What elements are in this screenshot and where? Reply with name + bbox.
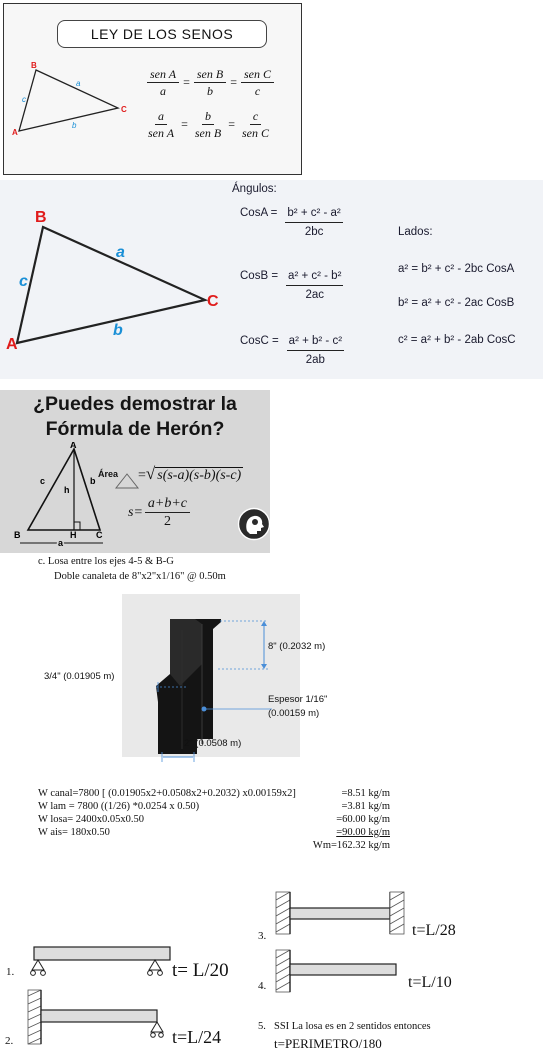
cosC-num: a² + b² - c² <box>287 333 344 351</box>
cosA-num: b² + c² - a² <box>285 205 342 223</box>
svg-text:A <box>70 442 77 450</box>
side-eq-a: a² = b² + c² - 2bc CosA <box>398 263 515 275</box>
svg-text:C <box>207 293 219 310</box>
s2-side-a: a <box>116 244 125 261</box>
eq-sign: = <box>228 117 235 131</box>
load-calculation <box>38 787 390 852</box>
beam-fixed-fixed-diagram <box>272 890 412 938</box>
svg-text:C <box>96 530 103 540</box>
beam-cantilever-diagram <box>272 948 402 996</box>
heron-vertex-c: C <box>96 530 103 540</box>
beam-5-number: 5. <box>258 1021 266 1032</box>
s1-vertex-c: C <box>121 105 127 114</box>
cosines-triangle <box>0 202 230 352</box>
s2-side-c: c <box>19 273 28 290</box>
brain-logo-icon <box>237 507 271 541</box>
cosB-num: a² + c² - b² <box>286 268 343 286</box>
eq-sign: = <box>183 75 190 89</box>
cosB-formula <box>240 268 343 304</box>
svg-text:a <box>76 79 81 88</box>
sines-formula-1 <box>147 66 274 99</box>
slab-canaleta-spec: Doble canaleta de 8"x2"x1/16" @ 0.50m <box>54 571 226 582</box>
load-left: W ais= 180x0.50 <box>38 827 110 838</box>
load-row-canal <box>38 787 390 800</box>
heron-triangle <box>8 442 118 550</box>
f1-d3: c <box>254 84 261 98</box>
svg-text:b <box>113 322 123 339</box>
f2-n3: c <box>250 108 261 125</box>
load-row-lam <box>38 800 390 813</box>
heron-area-formula: =√ s(s-a)(s-b)(s-c) <box>138 464 242 483</box>
svg-text:B <box>31 61 37 70</box>
heron-area-label: Área <box>98 469 119 479</box>
cosB-label: CosB = <box>240 270 279 282</box>
dim-width-label: 2" (0.0508 m) <box>184 738 242 749</box>
beam-4-number: 4. <box>258 980 267 992</box>
heron-side-a: a <box>58 538 64 548</box>
f1-n2: sen B <box>194 66 226 83</box>
beam-2-number: 2. <box>5 1035 14 1047</box>
heron-s-label: s= <box>128 504 143 520</box>
svg-text:A <box>6 336 18 352</box>
svg-text:C <box>121 105 127 114</box>
f2-n1: a <box>155 108 167 125</box>
dim-thickness-label-2: (0.00159 m) <box>268 708 320 719</box>
load-left: W canal=7800 [ (0.01905x2+0.0508x2+0.2032) x0.00159x2] <box>38 788 296 799</box>
load-left: W losa= 2400x0.05x0.50 <box>38 814 145 825</box>
eq-sign: = <box>230 75 237 89</box>
s1-side-b: b <box>72 121 77 130</box>
heron-title <box>0 392 270 442</box>
dim-lip-label: 3/4" (0.01905 m) <box>44 671 115 682</box>
beam-5-note: SSI La losa es en 2 sentidos entonces <box>274 1021 431 1032</box>
load-right: =60.00 kg/m <box>336 814 390 825</box>
beam-1-number: 1. <box>6 966 15 978</box>
load-right: =90.00 kg/m <box>336 827 390 838</box>
cosB-den: 2ac <box>305 289 324 301</box>
beam-5-thickness: t=PERIMETRO/180 <box>274 1036 382 1051</box>
dim-height-label: 8" (0.2032 m) <box>268 641 326 652</box>
cosC-den: 2ab <box>305 354 325 366</box>
svg-text:c <box>22 95 26 104</box>
angles-heading: Ángulos: <box>232 183 277 195</box>
svg-text:b <box>72 121 77 130</box>
cosC-label: CosC = <box>240 335 279 347</box>
cosA-label: CosA = <box>240 207 278 219</box>
heron-title-line1: ¿Puedes demostrar la <box>33 393 237 415</box>
beam-simple-diagram <box>24 937 184 981</box>
f1-d1: a <box>160 84 167 98</box>
f2-d1: sen A <box>148 126 175 140</box>
beam-3-number: 3. <box>258 930 267 942</box>
s1-side-a: a <box>76 79 81 88</box>
f2-n2: b <box>202 108 214 125</box>
side-eq-b: b² = a² + c² - 2ac CosB <box>398 297 515 309</box>
heron-vertex-a: A <box>70 442 77 450</box>
heron-s-formula <box>128 495 190 530</box>
cosA-formula <box>240 205 343 241</box>
heron-radicand: s(s-a)(s-b)(s-c) <box>157 468 242 483</box>
s1-vertex-b: B <box>31 61 37 70</box>
law-of-sines-panel <box>3 3 302 175</box>
heron-s-num: a+b+c <box>145 495 190 513</box>
load-right: =8.51 kg/m <box>341 788 390 799</box>
f1-n1: sen A <box>147 66 179 83</box>
svg-text:A <box>12 128 18 137</box>
sines-title: LEY DE LOS SENOS <box>57 20 267 48</box>
dim-thickness-label-1: Espesor 1/16" <box>268 694 328 705</box>
svg-text:B <box>14 530 21 540</box>
heron-side-c: c <box>40 476 46 486</box>
svg-text:a <box>116 244 125 261</box>
heron-vertex-b: B <box>14 530 21 540</box>
triangle-icon <box>114 472 140 490</box>
heron-title-line2: Fórmula de Herón? <box>45 418 225 440</box>
slab-item-heading: c. Losa entre los ejes 4-5 & B-G <box>38 556 174 567</box>
beam-fixed-simple-diagram <box>24 988 174 1050</box>
s2-side-b: b <box>113 322 123 339</box>
load-left: W lam = 7800 ((1/26) *0.0254 x 0.50) <box>38 801 200 812</box>
eq-sign: = <box>181 117 188 131</box>
sines-triangle <box>10 56 140 146</box>
svg-text:B <box>35 209 47 226</box>
svg-text:c <box>19 273 28 290</box>
s2-vertex-c: C <box>207 293 219 310</box>
side-eq-c: c² = a² + b² - 2ab CosC <box>398 334 516 346</box>
svg-text:b <box>90 476 96 486</box>
s2-vertex-b: B <box>35 209 47 226</box>
sines-formula-2 <box>145 108 272 141</box>
heron-s-den: 2 <box>163 514 171 529</box>
beam-1-thickness: t= L/20 <box>172 960 229 981</box>
canaleta-diagram <box>122 594 422 764</box>
load-row-losa <box>38 813 390 826</box>
heron-height-h: h <box>64 485 70 495</box>
cosA-den: 2bc <box>304 226 324 238</box>
heron-side-b: b <box>90 476 96 486</box>
heron-foot-h: H <box>70 530 77 540</box>
s1-side-c: c <box>22 95 26 104</box>
f1-d2: b <box>207 84 214 98</box>
load-row-ais <box>38 826 390 839</box>
f2-d3: sen C <box>242 126 269 140</box>
sides-heading: Lados: <box>398 226 433 238</box>
load-total: Wm=162.32 kg/m <box>312 840 390 851</box>
load-right: =3.81 kg/m <box>341 801 390 812</box>
svg-text:h <box>64 485 70 495</box>
law-of-cosines-panel <box>0 180 543 379</box>
s2-vertex-a: A <box>6 336 18 352</box>
cosC-formula <box>240 333 344 369</box>
f1-n3: sen C <box>241 66 274 83</box>
beam-3-thickness: t=L/28 <box>412 922 456 939</box>
s1-vertex-a: A <box>12 128 18 137</box>
svg-text:H <box>70 530 77 540</box>
beam-2-thickness: t=L/24 <box>172 1027 222 1047</box>
beam-4-thickness: t=L/10 <box>408 974 452 991</box>
heron-panel <box>0 390 270 553</box>
f2-d2: sen B <box>194 126 222 140</box>
svg-text:c <box>40 476 45 486</box>
